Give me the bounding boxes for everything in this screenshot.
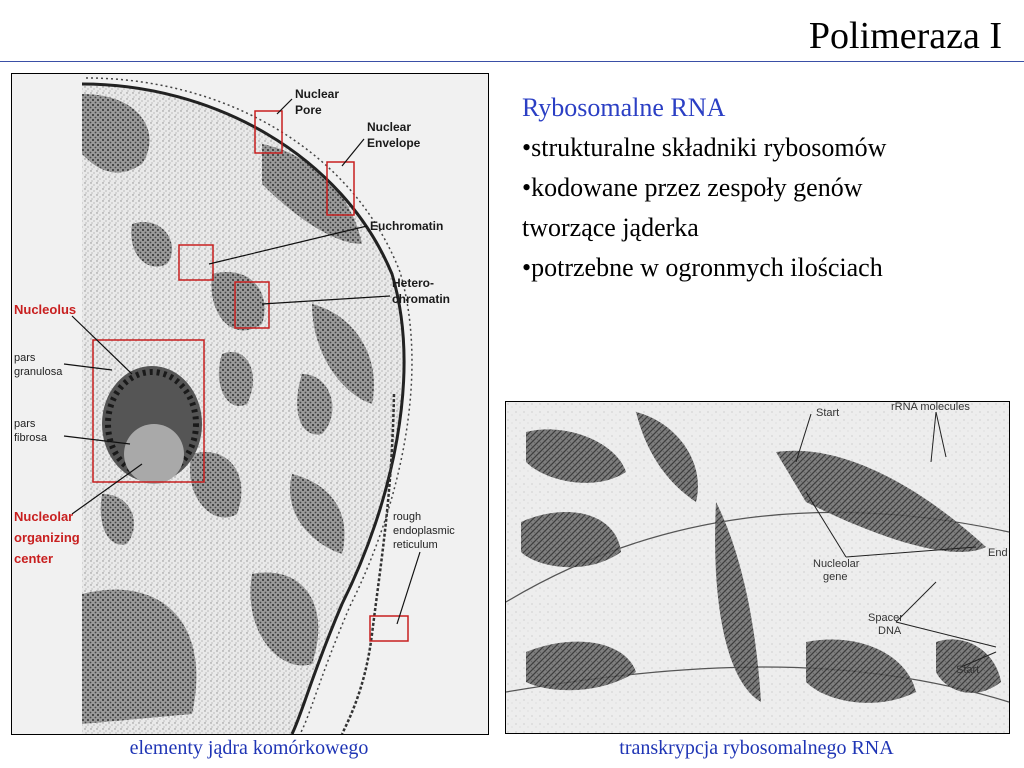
content-text (522, 88, 1012, 288)
label-start-top: Start (816, 407, 840, 419)
bullet-needed: •potrzebne w ogronmych ilościach (522, 253, 883, 282)
title-divider (0, 61, 1024, 62)
label-nuclear-pore-1: Nuclear (295, 87, 340, 101)
label-rough-er-2: endoplasmic (393, 525, 455, 537)
label-pars-fibrosa-2: fibrosa (14, 432, 48, 444)
label-spacer-dna-1: Spacer (868, 612, 903, 624)
label-nucleolar-gene-2: gene (823, 571, 848, 583)
rrna-transcription-micrograph (505, 401, 1010, 734)
label-heterochromatin-1: Hetero- (392, 276, 435, 290)
bullet-encoded-line1: •kodowane przez zespoły genów (522, 173, 863, 202)
label-rough-er-3: reticulum (393, 539, 438, 551)
label-rough-er-1: rough (393, 511, 422, 523)
nucleus-illustration (12, 74, 488, 734)
label-pars-granulosa-2: granulosa (14, 366, 63, 378)
label-nuclear-envelope-1: Nuclear (367, 120, 412, 134)
caption-nucleus: elementy jądra komórkowego (129, 737, 369, 759)
label-spacer-dna-2: DNA (878, 625, 902, 637)
label-nuclear-envelope-2: Envelope (367, 136, 421, 150)
slide-title: Polimeraza I (808, 15, 1002, 57)
label-start-bottom: Start (956, 664, 980, 676)
label-nuclear-pore-2: Pore (295, 103, 322, 117)
micrograph-illustration (506, 402, 1009, 733)
label-euchromatin: Euchromatin (370, 219, 444, 233)
label-nucleolar-gene-1: Nucleolar (813, 558, 860, 570)
bullet-encoded-line2: tworzące jąderka (522, 213, 699, 242)
nucleus-diagram (11, 73, 489, 735)
label-pars-granulosa-1: pars (14, 352, 36, 364)
label-pars-fibrosa-1: pars (14, 418, 36, 430)
caption-transcription: transkrypcja rybosomalnego RNA (619, 737, 894, 759)
label-nucleolus: Nucleolus (14, 302, 77, 317)
label-nucleolar-center-3: center (14, 551, 54, 566)
label-nucleolar-center-1: Nucleolar (14, 509, 74, 524)
bullet-structural: •strukturalne składniki rybosomów (522, 133, 887, 162)
label-end: End (988, 547, 1008, 559)
pars-fibrosa-region (124, 424, 184, 484)
section-heading: Rybosomalne RNA (522, 93, 726, 122)
label-rrna-molecules: rRNA molecules (891, 402, 970, 413)
label-nucleolar-center-2: organizing (14, 530, 80, 545)
label-heterochromatin-2: chromatin (392, 292, 451, 306)
